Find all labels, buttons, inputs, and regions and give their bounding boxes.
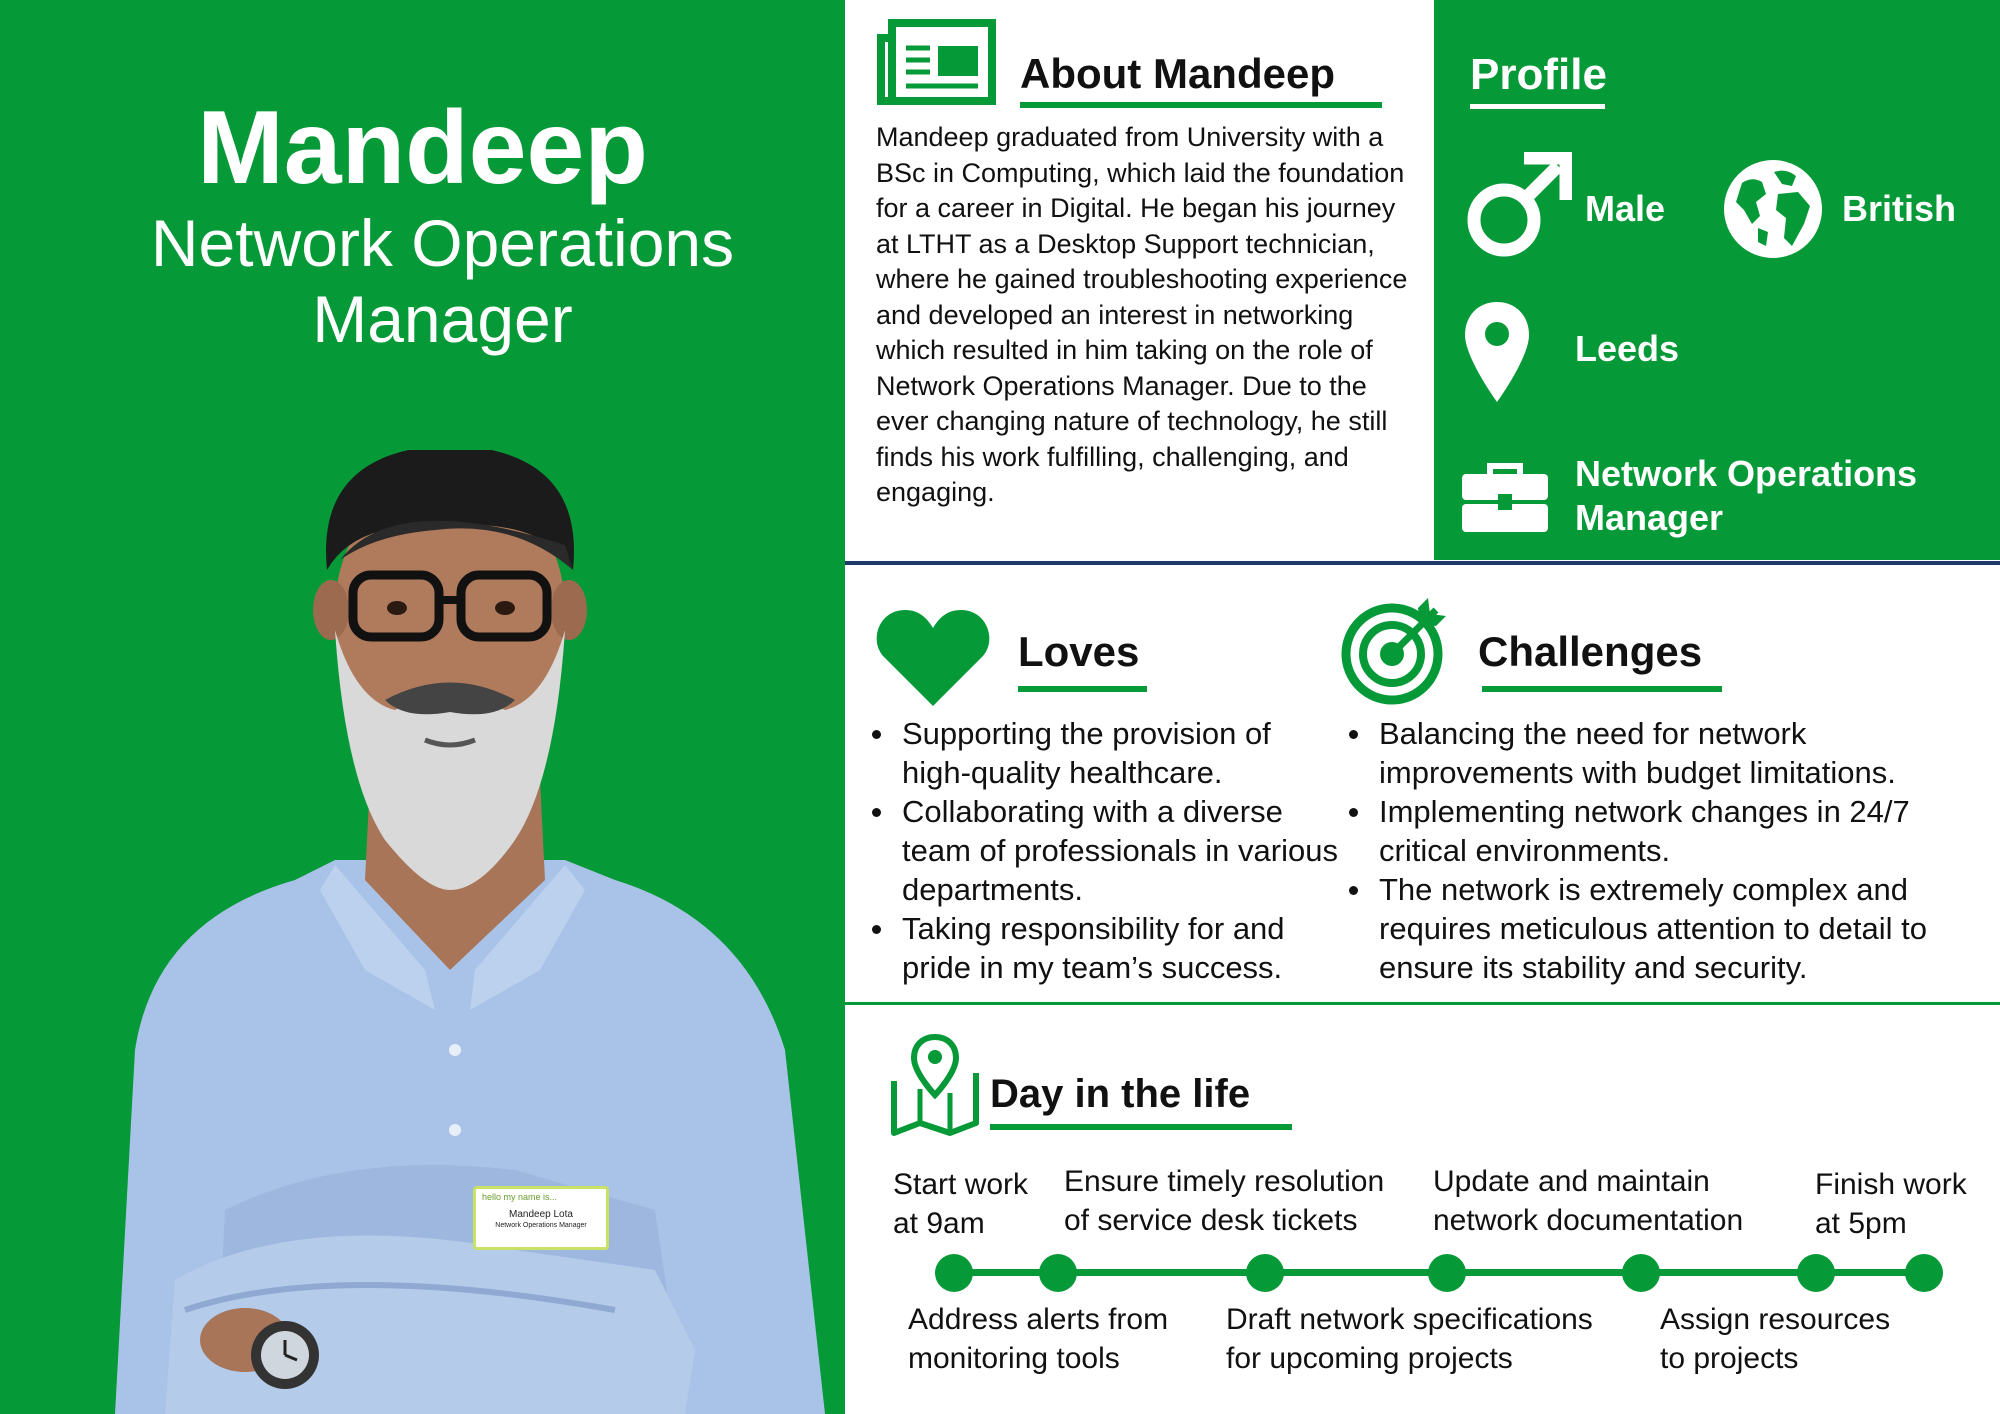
challenges-title: Challenges <box>1478 628 1703 675</box>
challenges-underline <box>1482 686 1722 692</box>
timeline-dot <box>1428 1254 1466 1292</box>
timeline-dot <box>1797 1254 1835 1292</box>
profile-location: Leeds <box>1575 328 1680 369</box>
challenges-list <box>1345 714 1985 987</box>
day-underline <box>990 1124 1292 1130</box>
timeline-label: Ensure timely resolution of service desk tickets <box>1064 1165 1385 1237</box>
person-name: Mandeep <box>197 90 648 206</box>
list-item: Balancing the need for network improvements with budget limitations. <box>1345 714 1985 792</box>
timeline-dot <box>1622 1254 1660 1292</box>
timeline-label: Update and maintain network documentation <box>1433 1165 1744 1237</box>
list-item: Implementing network changes in 24/7 critical environments. <box>1345 792 1985 870</box>
about-underline <box>1020 102 1382 108</box>
timeline-label: Address alerts from monitoring tools <box>908 1303 1169 1375</box>
timeline-label: Finish work at 5pm <box>1815 1168 1967 1240</box>
newspaper-icon <box>876 18 998 106</box>
timeline-label: Draft network specifications for upcoming projects <box>1226 1303 1593 1375</box>
loves-title: Loves <box>1018 628 1140 675</box>
list-item: Supporting the provision of high-quality healthcare. <box>868 714 1338 792</box>
location-pin-icon <box>1462 300 1532 404</box>
heart-icon <box>875 608 991 708</box>
profile-job: Network Operations Manager <box>1575 453 1918 538</box>
list-item: Collaborating with a diverse team of professionals in various departments. <box>868 792 1338 909</box>
list-item: The network is extremely complex and requires meticulous attention to detail to ensure its stability and security. <box>1345 870 1985 987</box>
map-pin-icon <box>890 1033 980 1137</box>
profile-nationality: British <box>1842 188 1957 229</box>
list-item: Taking responsibility for and pride in my team’s success. <box>868 909 1338 987</box>
badge-greeting: hello my name is... <box>482 1192 558 1202</box>
target-icon <box>1340 594 1452 706</box>
day-title: Day in the life <box>990 1072 1251 1116</box>
timeline-dot <box>935 1254 973 1292</box>
profile-gender: Male <box>1585 188 1666 229</box>
badge-name: Mandeep Lota <box>509 1209 573 1220</box>
timeline-dot <box>1246 1254 1284 1292</box>
about-title: About Mandeep <box>1020 50 1335 97</box>
person-role: Network Operations Manager <box>150 206 735 356</box>
portrait-photo <box>95 450 835 1414</box>
profile-title: Profile <box>1470 50 1607 99</box>
timeline-dot <box>1039 1254 1077 1292</box>
timeline-label: Assign resources to projects <box>1660 1303 1891 1375</box>
section-divider <box>845 561 2000 565</box>
male-symbol-icon <box>1462 152 1572 262</box>
badge-role: Network Operations Manager <box>495 1222 587 1229</box>
globe-icon <box>1722 158 1824 260</box>
about-text: Mandeep graduated from University with a BSc in Computing, which laid the foundation for a career in Digital. He began his journey at LTHT as a Desktop Support technician, where he gained troubleshooting experience and developed an interest in networking which resulted in him taking on the role of Network Operations Manager. Due to the ever changing nature of technology, he still finds his work fulfilling, challenging, and engaging. <box>876 122 1408 507</box>
loves-list <box>868 714 1338 987</box>
timeline-dot <box>1905 1254 1943 1292</box>
loves-underline <box>1018 686 1147 692</box>
name-badge <box>473 1186 609 1250</box>
timeline-label: Start work at 9am <box>893 1168 1029 1240</box>
briefcase-icon <box>1460 462 1550 534</box>
profile-underline <box>1470 104 1605 109</box>
section-divider <box>845 1002 2000 1005</box>
